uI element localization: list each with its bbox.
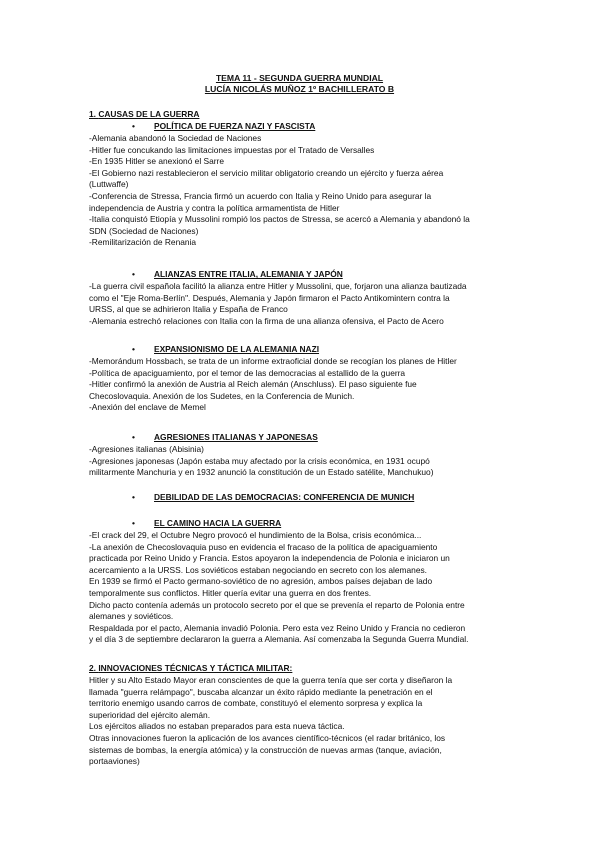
document-header <box>0 73 599 95</box>
paragraph-block <box>89 281 517 327</box>
subsection-heading: • EL CAMINO HACIA LA GUERRA <box>132 518 282 528</box>
text-line: SDN (Sociedad de Naciones) <box>89 225 199 236</box>
text-line: llamada "guerra relámpago", buscaba alcanzar un éxito rápido mediante la penetración en el <box>89 686 433 697</box>
paragraph-block <box>89 530 517 646</box>
paragraph-block <box>89 444 517 479</box>
document-author: LUCÍA NICOLÁS MUÑOZ 1º BACHILLERATO B <box>204 84 395 94</box>
paragraph-block <box>89 133 517 249</box>
section-number: 1. <box>89 109 96 119</box>
section-2-heading <box>89 663 519 675</box>
subsection-heading: • EXPANSIONISMO DE LA ALEMANIA NAZI <box>132 344 320 354</box>
text-line: -Política de apaciguamiento, por el temor de las democracias al estallido de la guerra <box>89 367 406 378</box>
section-number: 2. <box>89 663 96 673</box>
text-line: superioridad del ejército alemán. <box>89 709 211 720</box>
section-title: INNOVACIONES TÉCNICAS Y TÁCTICA MILITAR: <box>98 663 293 673</box>
text-line: sistemas de bombas, la energía atómica) y la construcción de nuevas armas (tanque, aviación, <box>89 744 442 755</box>
text-line: independencia de Austria y contra la política armamentista de Hitler <box>89 202 340 213</box>
text-line: temporalmente sus conflictos. Hitler quería evitar una guerra en dos frentes. <box>89 587 372 598</box>
subsection-heading: • DEBILIDAD DE LAS DEMOCRACIAS: CONFERENCIA DE MUNICH <box>132 492 415 502</box>
paragraph-block <box>89 675 517 768</box>
text-line: -Hitler fue concukando las limitaciones impuestas por el Tratado de Versalles <box>89 144 375 155</box>
bullet-icon: • <box>132 344 135 354</box>
text-line: -Agresiones japonesas (Japón estaba muy afectado por la crisis económica, en 1931 ocupó <box>89 455 430 466</box>
text-line: Respaldada por el pacto, Alemania invadió Polonia. Pero esta vez Reino Unido y Francia no cedieron <box>89 622 466 633</box>
text-line: -La anexión de Checoslovaquia puso en evidencia el fracaso de la política de apaciguamiento <box>89 541 438 552</box>
text-line: (Luttwaffe) <box>89 179 129 190</box>
text-line: -Alemania abandonó la Sociedad de Naciones <box>89 133 262 143</box>
text-line: practicada por Reino Unido y Francia. Estos apoyaron la independencia de Polonia e iniciaron un <box>89 553 450 564</box>
text-line: -En 1935 Hitler se anexionó el Sarre <box>89 156 225 167</box>
text-line: -El Gobierno nazi restablecieron el servicio militar obligatorio creando un ejército y fuerza aérea <box>89 167 444 178</box>
text-line: alemanes y soviéticos. <box>89 611 174 622</box>
text-line: Dicho pacto contenía además un protocolo secreto por el que se prevenía el reparto de Polonia entre <box>89 599 465 610</box>
text-line: Otras innovaciones fueron la aplicación de los avances científico-técnicos (el radar británico, los <box>89 732 446 743</box>
subsection-heading: • ALIANZAS ENTRE ITALIA, ALEMANIA Y JAPÓN <box>132 269 343 279</box>
subsection-heading: • AGRESIONES ITALIANAS Y JAPONESAS <box>132 432 318 442</box>
section-1-heading <box>89 109 519 121</box>
text-line: -Conferencia de Stressa, Francia firmó un acuerdo con Italia y Reino Unido para asegurar la <box>89 190 432 201</box>
text-line: -Memorándum Hossbach, se trata de un informe extraoficial donde se recogían los planes de Hitler <box>89 356 457 366</box>
text-line: territorio enemigo usando carros de combate, constituyó el elemento sorpresa y explica la <box>89 698 423 709</box>
section-title: CAUSAS DE LA GUERRA <box>98 109 200 119</box>
text-line: URSS, al que se adhirieron Italia y España de Franco <box>89 304 288 315</box>
text-line: -Anexión del enclave de Memel <box>89 402 206 413</box>
text-line: -Italia conquistó Etiopía y Mussolini rompió los pactos de Stressa, se acercó a Alemania y abandonó la <box>89 214 470 225</box>
paragraph-block <box>89 356 517 414</box>
text-line: -Alemania estrechó relaciones con Italia con la firma de una alianza ofensiva, el Pacto de Acero <box>89 315 444 326</box>
bullet-icon: • <box>132 432 135 442</box>
bullet-icon: • <box>132 518 135 528</box>
bullet-icon: • <box>132 492 135 502</box>
text-line: y el día 3 de septiembre declararon la guerra a Alemania. Así comenzaba la Segunda Guerra Mundial. <box>89 634 469 645</box>
text-line: -La guerra civil española facilitó la alianza entre Hitler y Mussolini, que, forjaron una alianza bautizada <box>89 281 467 291</box>
document-title: TEMA 11 - SEGUNDA GUERRA MUNDIAL <box>215 73 384 83</box>
text-line: Checoslovaquia. Anexión de los Sudetes, en la Conferencia de Munich. <box>89 390 355 401</box>
bullet-icon: • <box>132 269 135 279</box>
subsection-heading: • POLÍTICA DE FUERZA NAZI Y FASCISTA <box>132 121 316 131</box>
text-line: -Remilitarización de Renania <box>89 237 197 248</box>
bullet-icon: • <box>132 121 135 131</box>
text-line: En 1939 se firmó el Pacto germano-soviético de no agresión, ambos países dejaban de lado <box>89 576 433 587</box>
text-line: -El crack del 29, el Octubre Negro provocó el hundimiento de la Bolsa, crisis económica... <box>89 530 422 540</box>
text-line: -Hitler confirmó la anexión de Austria al Reich alemán (Anschluss). El paso siguiente fue <box>89 379 417 390</box>
text-line: acercamiento a la URSS. Los soviéticos estaban negociando en secreto con los alemanes. <box>89 564 427 575</box>
text-line: portaaviones) <box>89 756 140 767</box>
text-line: Los ejércitos aliados no estaban preparados para esta nueva táctica. <box>89 721 345 732</box>
text-line: como el "Eje Roma-Berlín". Después, Alemania y Japón firmaron el Pacto Antikomintern contra la <box>89 292 450 303</box>
text-line: Hitler y su Alto Estado Mayor eran conscientes de que la guerra tenía que ser corta y diseñaron la <box>89 675 453 685</box>
text-line: -Agresiones italianas (Abisinia) <box>89 444 204 454</box>
text-line: militarmente Manchuria y en 1932 anunció la constitución de un Estado satélite, Manchukuo) <box>89 467 434 478</box>
